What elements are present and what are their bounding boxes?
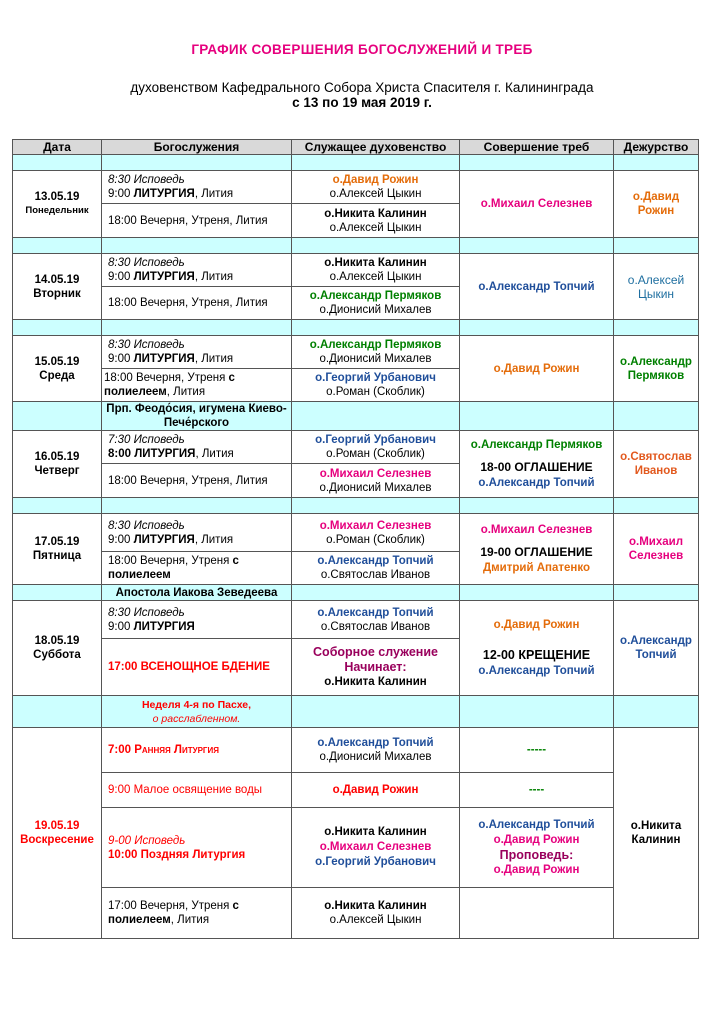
rites-cell: о.Михаил Селезнев xyxy=(460,171,614,238)
rites-cell xyxy=(460,808,614,888)
service-name: ЛИТУРГИЯ xyxy=(133,271,195,283)
service-text: с xyxy=(228,372,235,384)
clergy-name: о.Давид Рожин xyxy=(332,174,419,186)
weekday-text: Понедельник xyxy=(25,205,89,216)
feast-row xyxy=(13,402,699,431)
feast-row xyxy=(13,696,699,728)
service-text: с xyxy=(232,900,239,912)
service-extra: , Лития xyxy=(194,353,234,365)
date-cell xyxy=(13,336,102,402)
feast-row xyxy=(13,585,699,601)
service-cell xyxy=(102,254,292,287)
service-time: 7:00 xyxy=(108,744,135,756)
date-cell xyxy=(13,254,102,320)
table-row xyxy=(13,336,699,369)
column-header-duty: Дежурство xyxy=(614,140,699,155)
clergy-name: о.Александр Пермяков xyxy=(309,339,442,351)
rites-cell: о.Давид Рожин xyxy=(460,336,614,402)
date-cell xyxy=(13,728,102,939)
column-header-services: Богослужения xyxy=(102,140,292,155)
clergy-name: о.Дионисий Михалев xyxy=(319,353,432,365)
table-row xyxy=(13,773,699,808)
clergy-cell xyxy=(292,171,460,204)
clergy-name: о.Георгий Урбанович xyxy=(315,372,436,384)
clergy-name: о.Алексей Цыкин xyxy=(329,188,422,200)
clergy-name: о.Дионисий Михалев xyxy=(319,481,432,494)
page-title: ГРАФИК СОВЕРШЕНИЯ БОГОСЛУЖЕНИЙ И ТРЕБ xyxy=(191,42,533,57)
clergy-name: о.Александр Топчий xyxy=(317,737,434,749)
feast-line: о расслабленном. xyxy=(152,712,241,725)
service-time: 9:00 xyxy=(108,533,134,546)
date-text: 15.05.19 xyxy=(34,355,80,368)
table-row xyxy=(13,601,699,639)
clergy-name: о.Никита Калинин xyxy=(324,900,427,912)
clergy-cell xyxy=(292,514,460,552)
rites-cell xyxy=(460,431,614,498)
service-line xyxy=(108,187,289,201)
service-extra: , Лития xyxy=(194,271,234,283)
rites-line: о.Давид Рожин xyxy=(493,619,580,631)
table-row xyxy=(13,431,699,464)
clergy-name: о.Святослав Иванов xyxy=(320,620,431,633)
service-line: 8:30 Исповедь xyxy=(108,339,185,351)
clergy-cell xyxy=(292,204,460,238)
service-time: 8:00 xyxy=(108,448,135,460)
column-header-clergy: Служащее духовенство xyxy=(292,140,460,155)
clergy-cell xyxy=(292,728,460,773)
service-time: 9:00 xyxy=(108,620,134,633)
service-line xyxy=(108,533,289,547)
service-cell: 9:00 Малое освящение воды xyxy=(102,773,292,808)
clergy-cell xyxy=(292,431,460,464)
feast-label xyxy=(102,696,292,728)
date-range: с 13 по 19 мая 2019 г. xyxy=(292,95,432,110)
rites-cell xyxy=(460,514,614,585)
column-header-rites: Совершение треб xyxy=(460,140,614,155)
page-subtitle: духовенством Кафедрального Собора Христа Спасителя г. Калининграда xyxy=(130,80,594,95)
clergy-cell xyxy=(292,287,460,320)
table-row xyxy=(13,808,699,888)
weekday-text: Пятница xyxy=(32,550,82,562)
clergy-name: о.Дионисий Михалев xyxy=(319,751,432,763)
duty-cell: о.Александр Пермяков xyxy=(614,336,699,402)
date-text: 19.05.19 xyxy=(34,820,80,832)
date-text: 16.05.19 xyxy=(34,451,80,463)
service-line xyxy=(108,447,289,461)
clergy-name: о.Никита Калинин xyxy=(324,675,427,688)
clergy-cell xyxy=(292,601,460,639)
rites-line: 12-00 КРЕЩЕНИЕ xyxy=(482,648,591,662)
clergy-name: о.Александр Топчий xyxy=(317,606,434,619)
rites-cell: ---- xyxy=(460,773,614,808)
clergy-name: о.Михаил Селезнев xyxy=(319,467,432,480)
header-row xyxy=(13,140,699,155)
service-text: полиелеем xyxy=(104,386,167,398)
date-text: 18.05.19 xyxy=(34,635,80,647)
clergy-name: о.Роман (Скоблик) xyxy=(326,386,425,398)
clergy-name: Соборное служение xyxy=(313,644,438,659)
service-extra: , Лития xyxy=(194,533,234,546)
duty-cell: о.Михаил Селезнев xyxy=(614,514,699,585)
clergy-name: о.Георгий Урбанович xyxy=(315,434,436,446)
service-line: 10:00 Поздняя Литургия xyxy=(108,848,246,861)
date-cell xyxy=(13,171,102,238)
rites-line: Проповедь: xyxy=(499,847,574,862)
clergy-name: о.Алексей Цыкин xyxy=(329,221,422,234)
service-name: ЛИТУРГИЯ xyxy=(133,353,195,365)
service-extra: , Лития xyxy=(195,448,234,460)
clergy-name: о.Никита Калинин xyxy=(324,826,427,838)
clergy-name: Начинает: xyxy=(344,659,407,674)
service-text: с xyxy=(232,555,239,567)
clergy-name: о.Алексей Цыкин xyxy=(329,914,422,926)
clergy-name: о.Роман (Скоблик) xyxy=(326,533,425,546)
rites-line: 19-00 ОГЛАШЕНИЕ xyxy=(480,545,593,559)
weekday-text: Суббота xyxy=(33,649,81,661)
date-text: 14.05.19 xyxy=(34,273,80,286)
weekday-text: Четверг xyxy=(34,465,80,477)
duty-cell: о.Александр Топчий xyxy=(614,601,699,696)
rites-line: о.Александр Топчий xyxy=(478,818,595,831)
service-line xyxy=(108,620,289,634)
service-cell: 18:00 Вечерня, Утреня, Лития xyxy=(102,204,292,238)
service-cell xyxy=(102,728,292,773)
service-extra: , Лития xyxy=(194,188,234,200)
duty-cell: о.Святослав Иванов xyxy=(614,431,699,498)
rites-line: о.Давид Рожин xyxy=(493,863,580,876)
clergy-name: о.Роман (Скоблик) xyxy=(326,448,425,460)
service-text: 18:00 Вечерня, Утреня xyxy=(104,372,229,384)
rites-cell xyxy=(460,888,614,939)
service-line xyxy=(108,270,289,284)
table-row xyxy=(13,728,699,773)
feast-line: Неделя 4-я по Пасхе, xyxy=(141,698,252,711)
service-name: ЛИТУРГИЯ xyxy=(133,533,195,546)
service-cell xyxy=(102,171,292,204)
clergy-name: о.Дионисий Михалев xyxy=(319,304,432,316)
service-line: 8:30 Исповедь xyxy=(108,174,185,186)
clergy-name: о.Святослав Иванов xyxy=(320,569,431,581)
rites-cell xyxy=(460,601,614,696)
clergy-name: о.Александр Топчий xyxy=(317,555,434,567)
service-line: 8:30 Исповедь xyxy=(108,519,185,532)
clergy-cell xyxy=(292,552,460,585)
rites-line: о.Михаил Селезнев xyxy=(480,524,593,536)
date-text: 17.05.19 xyxy=(34,536,80,548)
clergy-cell xyxy=(292,888,460,939)
table-row xyxy=(13,254,699,287)
date-cell xyxy=(13,431,102,498)
service-cell xyxy=(102,336,292,369)
rites-line: Дмитрий Апатенко xyxy=(482,562,590,574)
service-cell xyxy=(102,431,292,464)
service-name: Ранняя Литургия xyxy=(134,744,219,756)
feast-label: Апостола Иакова Зеведеева xyxy=(102,585,292,601)
service-cell: 18:00 Вечерня, Утреня, Лития xyxy=(102,287,292,320)
clergy-cell xyxy=(292,808,460,888)
table-row xyxy=(13,514,699,552)
clergy-cell xyxy=(292,464,460,498)
clergy-cell xyxy=(292,254,460,287)
service-name: ЛИТУРГИЯ xyxy=(133,188,195,200)
rites-line: о.Давид Рожин xyxy=(493,833,580,846)
service-time: 9:00 xyxy=(108,271,134,283)
schedule-table xyxy=(12,139,699,939)
service-text: 18:00 Вечерня, Утреня xyxy=(108,555,233,567)
date-text: 13.05.19 xyxy=(34,191,80,203)
duty-cell: о.Алексей Цыкин xyxy=(614,254,699,320)
weekday-text: Воскресение xyxy=(20,834,94,846)
weekday-text: Среда xyxy=(39,369,75,382)
clergy-cell xyxy=(292,336,460,369)
column-header-date: Дата xyxy=(13,140,102,155)
service-cell xyxy=(102,514,292,552)
spacer-row xyxy=(13,238,699,254)
table-row xyxy=(13,171,699,204)
service-name: ЛИТУРГИЯ xyxy=(134,448,196,460)
service-text: , Лития xyxy=(166,386,206,398)
service-text: полиелеем xyxy=(108,569,171,581)
clergy-name: о.Никита Калинин xyxy=(324,257,427,269)
rites-line: о.Александр Пермяков xyxy=(470,439,603,451)
service-cell xyxy=(102,369,292,402)
service-line xyxy=(108,352,289,366)
service-cell: 18:00 Вечерня, Утреня, Лития xyxy=(102,464,292,498)
clergy-name: о.Георгий Урбанович xyxy=(315,856,436,868)
date-cell xyxy=(13,601,102,696)
spacer-row xyxy=(13,498,699,514)
service-cell xyxy=(102,552,292,585)
service-line: 7:30 Исповедь xyxy=(108,434,185,446)
service-cell xyxy=(102,808,292,888)
spacer-row xyxy=(13,155,699,171)
clergy-cell xyxy=(292,369,460,402)
clergy-name: о.Никита Калинин xyxy=(324,207,427,220)
service-text: полиелеем xyxy=(108,914,171,926)
service-line: 8:30 Исповедь xyxy=(108,257,185,269)
service-time: 9:00 xyxy=(108,353,134,365)
date-cell xyxy=(13,514,102,585)
duty-cell: о.Никита Калинин xyxy=(614,728,699,939)
spacer-row xyxy=(13,320,699,336)
service-cell xyxy=(102,888,292,939)
service-cell: 17:00 ВСЕНОЩНОЕ БДЕНИЕ xyxy=(102,639,292,696)
service-name: ЛИТУРГИЯ xyxy=(133,620,195,633)
clergy-name: о.Михаил Селезнев xyxy=(319,841,432,853)
service-time: 9:00 xyxy=(108,188,134,200)
rites-cell: ----- xyxy=(460,728,614,773)
clergy-cell: о.Давид Рожин xyxy=(292,773,460,808)
rites-line: о.Александр Топчий xyxy=(478,665,595,677)
clergy-name: о.Михаил Селезнев xyxy=(319,519,432,532)
rites-line: о.Александр Топчий xyxy=(478,477,595,489)
duty-cell: о.Давид Рожин xyxy=(614,171,699,238)
clergy-cell xyxy=(292,639,460,696)
rites-line: 18-00 ОГЛАШЕНИЕ xyxy=(480,460,593,474)
feast-label: Прп. Феодо́сия, игумена Киево-Пече́рского xyxy=(102,402,292,431)
table-row xyxy=(13,888,699,939)
clergy-name: о.Александр Пермяков xyxy=(309,290,442,302)
service-text: , Лития xyxy=(170,914,210,926)
service-line: 8:30 Исповедь xyxy=(108,606,185,619)
weekday-text: Вторник xyxy=(33,287,81,300)
rites-cell: о.Александр Топчий xyxy=(460,254,614,320)
service-line: 9-00 Исповедь xyxy=(108,834,186,847)
service-text: 17:00 Вечерня, Утреня xyxy=(108,900,233,912)
service-cell xyxy=(102,601,292,639)
clergy-name: о.Алексей Цыкин xyxy=(329,271,422,283)
